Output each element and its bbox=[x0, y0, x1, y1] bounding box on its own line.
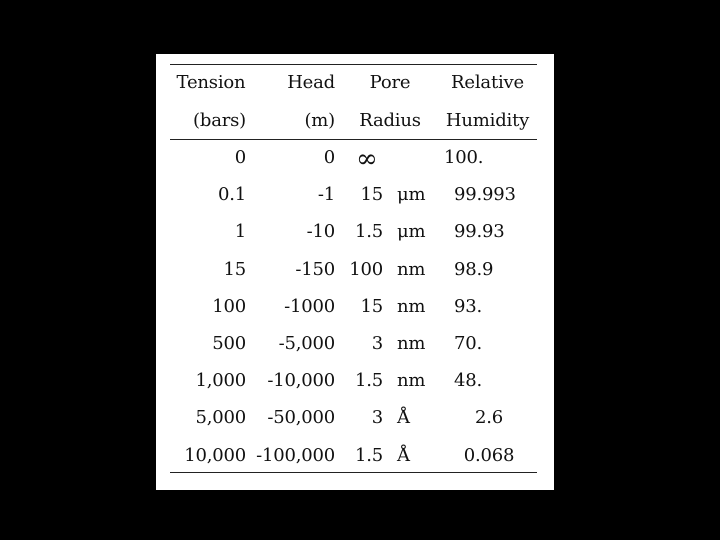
header-tension-unit: (bars) bbox=[193, 110, 246, 131]
cell-relative-humidity: 99.93 bbox=[454, 221, 505, 242]
cell-tension: 5,000 bbox=[195, 407, 246, 428]
header-relative: Relative bbox=[451, 72, 524, 93]
cell-pore-radius-infinity: ∞ bbox=[356, 144, 378, 174]
cell-pore-radius: 3 bbox=[371, 407, 383, 428]
cell-pore-radius-unit: μm bbox=[397, 221, 426, 242]
cell-relative-humidity: 48. bbox=[454, 370, 483, 391]
cell-tension: 1,000 bbox=[195, 370, 246, 391]
cell-pore-radius: 15 bbox=[360, 184, 383, 205]
table-header-rule bbox=[170, 139, 537, 140]
header-head-unit: (m) bbox=[304, 110, 335, 131]
cell-tension: 100 bbox=[212, 296, 246, 317]
table-top-rule bbox=[170, 64, 537, 65]
cell-tension: 500 bbox=[212, 333, 246, 354]
cell-relative-humidity: 2.6 bbox=[474, 407, 504, 428]
cell-head: 0 bbox=[323, 147, 335, 168]
cell-pore-radius: 100 bbox=[349, 259, 383, 280]
cell-pore-radius-unit: μm bbox=[397, 184, 426, 205]
header-radius: Radius bbox=[359, 110, 421, 131]
cell-pore-radius-unit: Å bbox=[397, 407, 410, 428]
cell-relative-humidity: 98.9 bbox=[454, 259, 494, 280]
table-bottom-rule bbox=[170, 472, 537, 473]
cell-tension: 1 bbox=[234, 221, 246, 242]
cell-relative-humidity: 0.068 bbox=[463, 445, 515, 466]
cell-pore-radius: 1.5 bbox=[354, 221, 383, 242]
cell-tension: 15 bbox=[223, 259, 246, 280]
cell-pore-radius-unit: nm bbox=[397, 296, 426, 317]
cell-tension: 10,000 bbox=[184, 445, 246, 466]
cell-relative-humidity: 70. bbox=[454, 333, 483, 354]
cell-head: -1 bbox=[317, 184, 335, 205]
cell-pore-radius: 1.5 bbox=[354, 445, 383, 466]
cell-pore-radius-unit: nm bbox=[397, 333, 426, 354]
cell-pore-radius-unit: nm bbox=[397, 370, 426, 391]
header-humidity: Humidity bbox=[445, 110, 530, 131]
cell-head: -5,000 bbox=[278, 333, 335, 354]
header-head: Head bbox=[287, 72, 335, 93]
cell-head: -1000 bbox=[284, 296, 335, 317]
cell-head: -150 bbox=[295, 259, 335, 280]
cell-head: -100,000 bbox=[256, 445, 335, 466]
cell-relative-humidity: 100. bbox=[444, 147, 484, 168]
cell-pore-radius: 1.5 bbox=[354, 370, 383, 391]
cell-relative-humidity: 99.993 bbox=[454, 184, 516, 205]
cell-head: -10 bbox=[306, 221, 335, 242]
cell-head: -50,000 bbox=[267, 407, 335, 428]
cell-pore-radius-unit: nm bbox=[397, 259, 426, 280]
cell-tension: 0.1 bbox=[217, 184, 246, 205]
cell-pore-radius-unit: Å bbox=[397, 445, 410, 466]
cell-tension: 0 bbox=[234, 147, 246, 168]
cell-relative-humidity: 93. bbox=[454, 296, 483, 317]
cell-pore-radius: 15 bbox=[360, 296, 383, 317]
cell-pore-radius: 3 bbox=[371, 333, 383, 354]
cell-head: -10,000 bbox=[267, 370, 335, 391]
header-tension: Tension bbox=[176, 72, 246, 93]
header-pore: Pore bbox=[369, 72, 411, 93]
